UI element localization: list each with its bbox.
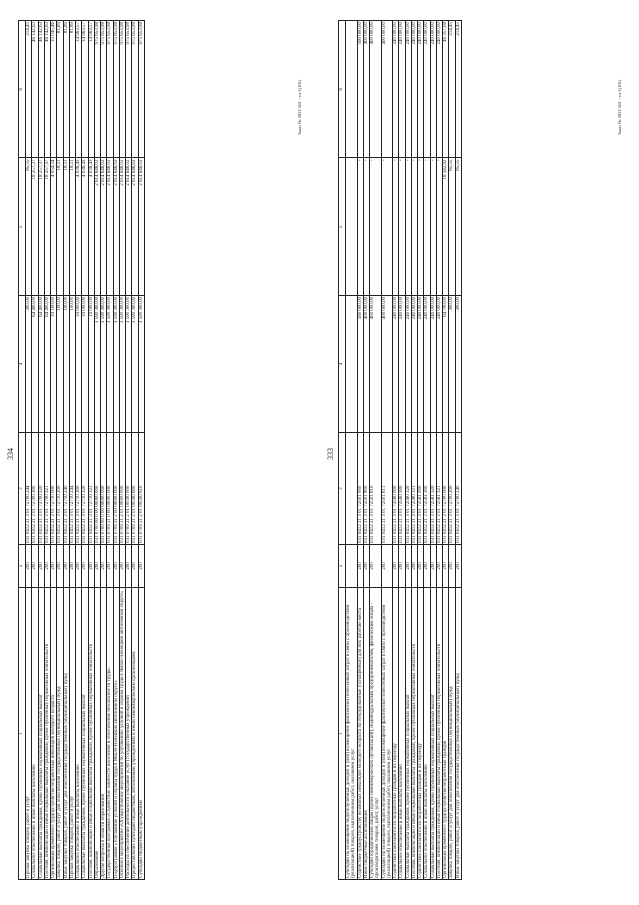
row-budget-code: 031 0412 21 3 01 72700 240 (455, 433, 461, 545)
row-name: Социальное обеспечение и иные выплаты населению (32, 587, 38, 879)
row-assigned: 3 590 300,00 (132, 295, 138, 432)
row-remaining: 46 142,63 (38, 21, 44, 158)
row-name: Пособия, компенсации и иные социальные выплаты гражданам, кроме публичных нормативных обязательств (436, 587, 442, 879)
row-assigned: 3 590 300,00 (126, 295, 132, 432)
row-executed: - (399, 158, 405, 295)
row-admin-code: 200 (101, 545, 107, 588)
row-executed: - (357, 158, 363, 295)
row-budget-code: 031 0412 21 3 01 72561 300 (424, 433, 430, 545)
row-executed: - (411, 158, 417, 295)
row-budget-code: 031 0412 21 3 01 72700 244 (26, 433, 32, 545)
row-admin-code: 200 (418, 545, 424, 588)
row-admin-code: 200 (357, 545, 363, 588)
row-admin-code: 200 (32, 545, 38, 588)
row-remaining: 400 000,00 (363, 21, 369, 158)
row-admin-code: 200 (393, 545, 399, 588)
row-remaining: 81,89 (69, 21, 75, 158)
row-remaining: 214,45 (449, 21, 455, 158)
row-remaining: 240 000,00 (418, 21, 424, 158)
row-executed: - (393, 158, 399, 295)
row-executed: 2 614 646,02 (113, 158, 119, 295)
row-assigned: 3 590 300,00 (138, 295, 144, 432)
row-assigned: 3 590 300,00 (107, 295, 113, 432)
page-334 (0, 0, 319, 905)
row-admin-code: 200 (107, 545, 113, 588)
row-budget-code: 031 0412 21 3 01 72560 321 (411, 433, 417, 545)
row-budget-code: 031 0412 21 3 01 72710 000 (51, 433, 57, 545)
row-remaining: 240 000,00 (399, 21, 405, 158)
row-name: Социальные выплаты гражданам, кроме публичных нормативных социальных выплат (38, 587, 44, 879)
row-admin-code: 200 (405, 545, 411, 588)
row-assigned: 19 000,00 (76, 295, 82, 432)
row-admin-code: 200 (411, 545, 417, 588)
row-budget-code: 031 0412 21 3 01 72700 000 (443, 433, 449, 545)
column-header: 6 (339, 21, 346, 158)
row-budget-code: 031 0412 21 3 01 72700 321 (44, 433, 50, 545)
row-remaining: 15 045,46 (51, 21, 57, 158)
row-budget-code: 031 0412 21 3 01 72561 321 (436, 433, 442, 545)
row-assigned (346, 295, 358, 432)
row-name: Иные закупки товаров, работ и услуг для обеспечения государственных (муниципальных) нужд (455, 587, 461, 879)
row-executed: 18 342,92 (443, 158, 449, 295)
table-header-row (19, 21, 26, 880)
table-row (138, 21, 144, 880)
row-remaining: 975 653,98 (113, 21, 119, 158)
row-admin-code: 200 (424, 545, 430, 588)
row-assigned: 240 000,00 (399, 295, 405, 432)
row-executed: - (424, 158, 430, 295)
row-executed: - (370, 158, 382, 295)
row-name: Образование (94, 587, 100, 879)
budget-table (18, 20, 145, 880)
table-header-row (339, 21, 346, 880)
row-admin-code (346, 545, 358, 588)
budget-table (338, 20, 462, 880)
row-executed: 2 614 646,02 (94, 158, 100, 295)
row-remaining: 46 357,08 (443, 21, 449, 158)
row-executed: 4 054,54 (51, 158, 57, 295)
row-admin-code: 200 (119, 545, 125, 588)
row-name: Социальное обеспечение и иные выплаты населению (424, 587, 430, 879)
row-name: Содействие трудоустройству незанятых инвалидов молодого возраста на оборудованные (оснащенные) для них рабочие места (357, 587, 363, 879)
row-admin-code: 200 (76, 545, 82, 588)
row-assigned: 240 000,00 (436, 295, 442, 432)
row-assigned: 64 400,00 (38, 295, 44, 432)
row-name: Закупка товаров, работ и услуг для обеспечения государственных (муниципальных) нужд (449, 587, 455, 879)
row-budget-code: 031 0412 21 3 01 72560 000 (393, 433, 399, 545)
row-admin-code: 200 (82, 545, 88, 588)
row-assigned: 100,00 (57, 295, 63, 432)
row-assigned: 240 000,00 (430, 295, 436, 432)
row-remaining (346, 21, 358, 158)
row-remaining: 240 000,00 (393, 21, 399, 158)
row-admin-code: 200 (26, 545, 32, 588)
row-name: Субсидии на возмещение недополученных доходов и (или) возмещение фактически понесенных затрат в связи с производством (реализацией) товаров, выполнением работ, оказанием услуг (346, 587, 358, 879)
row-assigned: 3 590 300,00 (119, 295, 125, 432)
row-executed: 18 257,37 (38, 158, 44, 295)
row-name: Расходы на обеспечение деятельности (оказание услуг) государственных учреждений (126, 587, 132, 879)
row-name: Социальное обеспечение и иные выплаты населению (399, 587, 405, 879)
row-remaining: 240 000,00 (436, 21, 442, 158)
row-remaining: 975 653,98 (138, 21, 144, 158)
row-budget-code: 031 0412 21 3 01 72710 240 (63, 433, 69, 545)
row-assigned: 64 400,00 (44, 295, 50, 432)
row-assigned: 100,00 (69, 295, 75, 432)
row-name: Социальные выплаты гражданам, кроме публичных нормативных социальных выплат (82, 587, 88, 879)
row-admin-code: 200 (63, 545, 69, 588)
row-executed: - (430, 158, 436, 295)
row-executed: 18,11 (69, 158, 75, 295)
row-admin-code: 200 (38, 545, 44, 588)
row-executed: 18 257,37 (44, 158, 50, 295)
row-remaining: 240 000,00 (411, 21, 417, 158)
table-row (370, 21, 382, 880)
table-row (346, 21, 358, 880)
page-footer: Заказ № 2021-581 - то-1(101) (617, 79, 622, 135)
row-executed: 4 036,43 (88, 158, 94, 295)
row-admin-code: 200 (132, 545, 138, 588)
row-executed: 18,11 (57, 158, 63, 295)
row-budget-code: 031 0412 21 3 01 72501 810 (370, 433, 382, 545)
row-name: Пособия, компенсации и иные социальные выплаты гражданам, кроме публичных нормативных обязательств (411, 587, 417, 879)
column-header: 6 (19, 21, 26, 158)
row-assigned: 3 590 300,00 (101, 295, 107, 432)
row-name: Прочая закупка товаров, работ и услуг (26, 587, 32, 879)
row-assigned: 64 400,00 (32, 295, 38, 432)
row-executed: 2 614 646,02 (119, 158, 125, 295)
row-budget-code: 031 0709 21 2 01 00590 600 (132, 433, 138, 545)
row-name: Подпрограмма «Улучшение условий и охраны труда в Ямало-Ненецком автономном округе» (113, 587, 119, 879)
column-header: 1 (19, 587, 26, 879)
row-budget-code: 031 0412 21 3 01 72700 200 (449, 433, 455, 545)
row-name: Организация временного трудоустройства безработных граждан (443, 587, 449, 879)
row-admin-code: 200 (430, 545, 436, 588)
row-executed: - (381, 158, 393, 295)
row-budget-code: 031 0412 21 3 01 72710 200 (57, 433, 63, 545)
column-header: 4 (339, 295, 346, 432)
row-admin-code: 200 (370, 545, 382, 588)
row-assigned: 19 100,00 (51, 295, 57, 432)
page-number: 333 (326, 448, 335, 460)
row-executed: 2 614 646,02 (132, 158, 138, 295)
row-name: Закупка товаров, работ и услуг для обеспечения государственных (муниципальных) нужд (57, 587, 63, 879)
row-budget-code: 031 0709 21 0 00 00000 000 (107, 433, 113, 545)
row-budget-code: 031 0412 21 3 01 72561 000 (418, 433, 424, 545)
row-executed: - (363, 158, 369, 295)
row-executed: 18,11 (63, 158, 69, 295)
row-executed: 2 614 646,02 (101, 158, 107, 295)
row-name: Иные закупки товаров, работ и услуг для обеспечения государственных (муниципальных) нужд (63, 587, 69, 879)
row-remaining: 975 653,98 (107, 21, 113, 158)
row-budget-code: 031 0709 21 2 01 00000 000 (119, 433, 125, 545)
row-executed: - (436, 158, 442, 295)
row-remaining: 214,45 (455, 21, 461, 158)
row-remaining: 400 000,00 (370, 21, 382, 158)
row-assigned: 400 000,00 (370, 295, 382, 432)
row-admin-code: 200 (69, 545, 75, 588)
row-assigned: 240 000,00 (418, 295, 424, 432)
row-executed: 2 614 646,02 (126, 158, 132, 295)
row-budget-code: 031 0412 21 3 01 72501 800 (363, 433, 369, 545)
row-name: Прочая закупка товаров, работ и услуг (69, 587, 75, 879)
row-admin-code: 200 (94, 545, 100, 588)
row-admin-code: 200 (126, 545, 132, 588)
row-admin-code: 200 (443, 545, 449, 588)
row-remaining: 14 963,57 (82, 21, 88, 158)
row-admin-code: 200 (57, 545, 63, 588)
row-remaining: 975 653,98 (94, 21, 100, 158)
row-name: Социальные выплаты гражданам, кроме публичных нормативных социальных выплат (405, 587, 411, 879)
row-remaining: 240 000,00 (430, 21, 436, 158)
row-remaining: 975 653,98 (126, 21, 132, 158)
row-budget-code (346, 433, 358, 545)
row-assigned: 400 000,00 (381, 295, 393, 432)
row-assigned: 3 590 300,00 (113, 295, 119, 432)
row-admin-code: 200 (138, 545, 144, 588)
row-assigned: 19 000,00 (88, 295, 94, 432)
row-remaining: 14 963,57 (88, 21, 94, 158)
page-333 (320, 0, 639, 905)
row-executed: 2 614 646,02 (138, 158, 144, 295)
row-remaining: 214,45 (26, 21, 32, 158)
row-name: Предоставление субсидий бюджетным, автономным учреждениям и иным некоммерческим организациям (132, 587, 138, 879)
row-name: Содействие самозанятости безработных граждан и их переезду (393, 587, 399, 879)
row-executed: 85,55 (449, 158, 455, 295)
row-remaining: 46 142,63 (44, 21, 50, 158)
row-name: Субсидии на возмещение недополученных доходов и (или) возмещение фактически понесенных затрат в связи с производством (реализацией) товаров, выполнением работ, оказанием услуг (381, 587, 393, 879)
row-admin-code: 200 (44, 545, 50, 588)
page-number: 334 (6, 448, 15, 460)
row-name: Субсидии бюджетным учреждениям (138, 587, 144, 879)
row-budget-code: 031 0412 21 3 01 72710 321 (88, 433, 94, 545)
row-remaining: 975 653,98 (101, 21, 107, 158)
row-executed: - (418, 158, 424, 295)
row-budget-code: 031 0412 21 3 01 72501 000 (357, 433, 363, 545)
column-header: 4 (19, 295, 26, 432)
row-budget-code: 031 0412 21 3 01 72501 811 (381, 433, 393, 545)
row-admin-code: 200 (436, 545, 442, 588)
row-budget-code: 031 0709 21 2 00 00000 000 (113, 433, 119, 545)
row-name: Основное мероприятие «Осуществление мероприятий по улучшению условий и охраны труда в Ямало-Ненецком автономном округе» (119, 587, 125, 879)
row-assigned: 100,00 (63, 295, 69, 432)
row-name: Организация временного трудоустройства безработных инвалидов молодого возраста (51, 587, 57, 879)
row-budget-code: 031 0412 21 3 01 72710 300 (76, 433, 82, 545)
row-executed: 4 036,43 (82, 158, 88, 295)
row-budget-code: 031 0412 21 3 01 72560 300 (399, 433, 405, 545)
row-budget-code: 031 0709 00 0 00 00000 000 (101, 433, 107, 545)
row-remaining: 81,89 (57, 21, 63, 158)
row-admin-code: 200 (363, 545, 369, 588)
row-name: Другие вопросы в области образования (101, 587, 107, 879)
row-assigned: 240 000,00 (424, 295, 430, 432)
table-row (455, 21, 461, 880)
row-name: Содействие самозанятости безработных граждан и их переезду (418, 587, 424, 879)
column-header: 5 (339, 158, 346, 295)
row-assigned: 300,00 (26, 295, 32, 432)
row-executed: 18 257,37 (32, 158, 38, 295)
row-budget-code: 031 0412 21 3 01 72700 300 (32, 433, 38, 545)
row-remaining: 240 000,00 (405, 21, 411, 158)
row-name: Пособия, компенсации и иные социальные выплаты гражданам, кроме публичных нормативных обязательств (44, 587, 50, 879)
row-name: Субсидии юридическим лицам (кроме некоммерческих организаций), индивидуальным предпринимателям, физическим лицам – производителям товаров, работ, услуг (370, 587, 382, 879)
column-header: 2 (19, 545, 26, 588)
row-assigned: 19 000,00 (82, 295, 88, 432)
row-assigned: 560 000,00 (357, 295, 363, 432)
row-assigned: 64 700,00 (443, 295, 449, 432)
row-budget-code: 031 0709 21 2 01 00590 000 (126, 433, 132, 545)
row-budget-code: 031 0412 21 3 01 72710 320 (82, 433, 88, 545)
row-remaining: 14 963,57 (76, 21, 82, 158)
row-admin-code: 200 (51, 545, 57, 588)
row-assigned: 300,00 (455, 295, 461, 432)
row-remaining: 400 000,00 (381, 21, 393, 158)
row-executed: 85,55 (26, 158, 32, 295)
row-admin-code: 200 (381, 545, 393, 588)
row-admin-code: 200 (88, 545, 94, 588)
row-remaining: 975 653,98 (132, 21, 138, 158)
column-header: 1 (339, 587, 346, 879)
row-assigned: 240 000,00 (411, 295, 417, 432)
page-footer: Заказ № 2021-581 - то-1(101) (297, 79, 302, 135)
column-header: 3 (19, 433, 26, 545)
row-remaining: 46 142,63 (32, 21, 38, 158)
row-assigned: 3 590 300,00 (94, 295, 100, 432)
column-header: 2 (339, 545, 346, 588)
row-remaining: 240 000,00 (424, 21, 430, 158)
row-executed (346, 158, 358, 295)
row-name: Социальные выплаты гражданам, кроме публичных нормативных социальных выплат (430, 587, 436, 879)
row-budget-code: 031 0700 00 0 00 00000 000 (94, 433, 100, 545)
row-admin-code: 200 (455, 545, 461, 588)
row-budget-code: 031 0709 21 2 01 00590 610 (138, 433, 144, 545)
row-assigned: 240 000,00 (405, 295, 411, 432)
row-executed: - (405, 158, 411, 295)
row-remaining: 560 000,00 (357, 21, 363, 158)
row-executed: 2 614 646,02 (107, 158, 113, 295)
row-budget-code: 031 0412 21 3 01 72710 244 (69, 433, 75, 545)
column-header: 5 (19, 158, 26, 295)
column-header: 3 (339, 433, 346, 545)
row-name: Государственная программа «Содействие занятости населения и обеспечение безопасности труда» (107, 587, 113, 879)
table-row (381, 21, 393, 880)
row-executed: 4 036,43 (76, 158, 82, 295)
row-admin-code: 200 (113, 545, 119, 588)
row-executed: 85,55 (455, 158, 461, 295)
row-remaining: 81,89 (63, 21, 69, 158)
row-admin-code: 200 (399, 545, 405, 588)
row-assigned: 400 000,00 (363, 295, 369, 432)
row-assigned: 240 000,00 (393, 295, 399, 432)
row-budget-code: 031 0412 21 3 01 72561 320 (430, 433, 436, 545)
row-budget-code: 031 0412 21 3 01 72700 320 (38, 433, 44, 545)
row-remaining: 975 653,98 (119, 21, 125, 158)
row-name: Социальное обеспечение и иные выплаты населению (76, 587, 82, 879)
row-assigned: 300,00 (449, 295, 455, 432)
row-name: Пособия, компенсации и иные социальные выплаты гражданам, кроме публичных нормативных обязательств (88, 587, 94, 879)
row-name: Иные бюджетные ассигнования (363, 587, 369, 879)
row-budget-code: 031 0412 21 3 01 72560 320 (405, 433, 411, 545)
row-admin-code: 200 (449, 545, 455, 588)
